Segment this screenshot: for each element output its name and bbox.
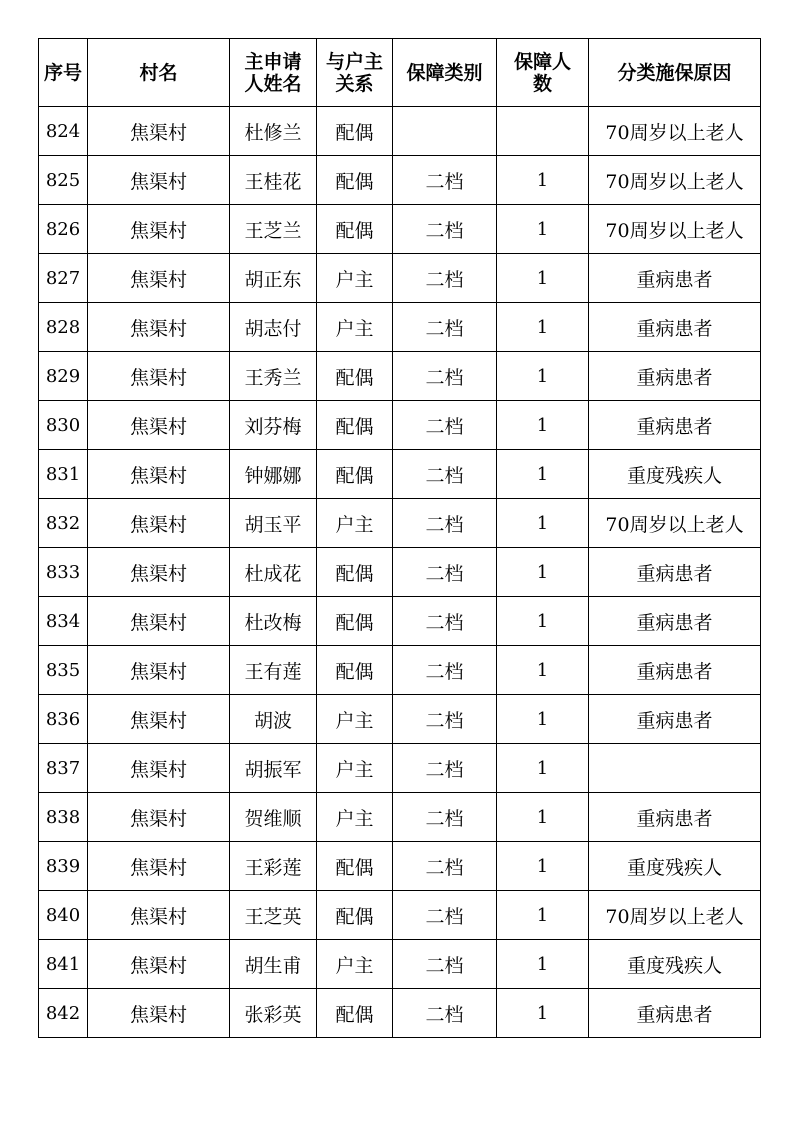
header-village: 村名	[88, 39, 230, 107]
cell-category: 二档	[393, 156, 497, 205]
cell-relation: 配偶	[317, 107, 393, 156]
cell-village: 焦渠村	[88, 695, 230, 744]
cell-applicant-name: 杜改梅	[230, 597, 317, 646]
table-row	[39, 891, 761, 940]
cell-count: 1	[497, 450, 589, 499]
cell-category: 二档	[393, 450, 497, 499]
cell-seq: 828	[39, 303, 88, 352]
cell-category: 二档	[393, 646, 497, 695]
cell-category: 二档	[393, 744, 497, 793]
cell-seq: 830	[39, 401, 88, 450]
table-row	[39, 303, 761, 352]
cell-category: 二档	[393, 891, 497, 940]
cell-village: 焦渠村	[88, 597, 230, 646]
cell-seq: 837	[39, 744, 88, 793]
table-row	[39, 695, 761, 744]
cell-relation: 配偶	[317, 891, 393, 940]
header-category: 保障类别	[393, 39, 497, 107]
cell-village: 焦渠村	[88, 499, 230, 548]
cell-count: 1	[497, 499, 589, 548]
cell-reason: 重病患者	[589, 303, 761, 352]
cell-reason: 重病患者	[589, 989, 761, 1038]
cell-reason: 70周岁以上老人	[589, 156, 761, 205]
cell-seq: 826	[39, 205, 88, 254]
cell-category: 二档	[393, 989, 497, 1038]
cell-reason: 重病患者	[589, 352, 761, 401]
cell-relation: 配偶	[317, 842, 393, 891]
cell-category: 二档	[393, 793, 497, 842]
cell-seq: 838	[39, 793, 88, 842]
cell-village: 焦渠村	[88, 842, 230, 891]
cell-relation: 配偶	[317, 450, 393, 499]
cell-count: 1	[497, 989, 589, 1038]
cell-count: 1	[497, 254, 589, 303]
cell-count: 1	[497, 156, 589, 205]
cell-reason: 重病患者	[589, 401, 761, 450]
cell-village: 焦渠村	[88, 646, 230, 695]
cell-applicant-name: 贺维顺	[230, 793, 317, 842]
cell-applicant-name: 王秀兰	[230, 352, 317, 401]
cell-category: 二档	[393, 401, 497, 450]
cell-reason: 70周岁以上老人	[589, 499, 761, 548]
cell-count: 1	[497, 695, 589, 744]
cell-seq: 831	[39, 450, 88, 499]
cell-seq: 827	[39, 254, 88, 303]
cell-relation: 户主	[317, 695, 393, 744]
cell-seq: 834	[39, 597, 88, 646]
table-row	[39, 548, 761, 597]
table-row	[39, 254, 761, 303]
cell-category: 二档	[393, 352, 497, 401]
cell-reason: 重度残疾人	[589, 842, 761, 891]
cell-seq: 829	[39, 352, 88, 401]
table-row	[39, 940, 761, 989]
cell-seq: 832	[39, 499, 88, 548]
cell-seq: 833	[39, 548, 88, 597]
cell-relation: 户主	[317, 499, 393, 548]
cell-village: 焦渠村	[88, 548, 230, 597]
cell-reason: 重病患者	[589, 597, 761, 646]
cell-village: 焦渠村	[88, 793, 230, 842]
table-row	[39, 793, 761, 842]
table-row	[39, 156, 761, 205]
cell-count: 1	[497, 401, 589, 450]
cell-relation: 户主	[317, 254, 393, 303]
header-applicant: 主申请人姓名	[230, 39, 317, 107]
table-row	[39, 205, 761, 254]
cell-reason: 70周岁以上老人	[589, 205, 761, 254]
cell-village: 焦渠村	[88, 107, 230, 156]
cell-applicant-name: 杜修兰	[230, 107, 317, 156]
cell-relation: 配偶	[317, 646, 393, 695]
cell-count: 1	[497, 205, 589, 254]
assistance-table	[38, 38, 761, 1038]
cell-relation: 户主	[317, 940, 393, 989]
cell-category: 二档	[393, 842, 497, 891]
cell-reason: 70周岁以上老人	[589, 107, 761, 156]
table-row	[39, 597, 761, 646]
cell-village: 焦渠村	[88, 303, 230, 352]
cell-relation: 配偶	[317, 156, 393, 205]
cell-village: 焦渠村	[88, 254, 230, 303]
table-row	[39, 352, 761, 401]
cell-reason: 重度残疾人	[589, 450, 761, 499]
cell-reason: 重病患者	[589, 548, 761, 597]
cell-seq: 824	[39, 107, 88, 156]
cell-count: 1	[497, 940, 589, 989]
header-count: 保障人数	[497, 39, 589, 107]
cell-applicant-name: 胡正东	[230, 254, 317, 303]
cell-reason: 重病患者	[589, 646, 761, 695]
header-relation: 与户主关系	[317, 39, 393, 107]
table-row	[39, 450, 761, 499]
cell-applicant-name: 王彩莲	[230, 842, 317, 891]
cell-category: 二档	[393, 940, 497, 989]
cell-count: 1	[497, 597, 589, 646]
cell-applicant-name: 胡波	[230, 695, 317, 744]
cell-relation: 配偶	[317, 548, 393, 597]
cell-seq: 835	[39, 646, 88, 695]
cell-village: 焦渠村	[88, 940, 230, 989]
cell-relation: 户主	[317, 303, 393, 352]
cell-applicant-name: 张彩英	[230, 989, 317, 1038]
cell-village: 焦渠村	[88, 989, 230, 1038]
cell-reason: 重病患者	[589, 793, 761, 842]
cell-relation: 配偶	[317, 989, 393, 1038]
cell-category: 二档	[393, 695, 497, 744]
cell-seq: 836	[39, 695, 88, 744]
cell-relation: 配偶	[317, 352, 393, 401]
cell-applicant-name: 杜成花	[230, 548, 317, 597]
cell-village: 焦渠村	[88, 401, 230, 450]
cell-village: 焦渠村	[88, 891, 230, 940]
cell-applicant-name: 王芝兰	[230, 205, 317, 254]
cell-applicant-name: 钟娜娜	[230, 450, 317, 499]
cell-category: 二档	[393, 548, 497, 597]
cell-count: 1	[497, 842, 589, 891]
cell-count	[497, 107, 589, 156]
cell-reason: 70周岁以上老人	[589, 891, 761, 940]
table-row	[39, 646, 761, 695]
cell-count: 1	[497, 303, 589, 352]
cell-reason: 重病患者	[589, 695, 761, 744]
cell-village: 焦渠村	[88, 352, 230, 401]
cell-relation: 配偶	[317, 401, 393, 450]
cell-seq: 839	[39, 842, 88, 891]
cell-relation: 配偶	[317, 597, 393, 646]
cell-category: 二档	[393, 597, 497, 646]
cell-village: 焦渠村	[88, 156, 230, 205]
cell-reason: 重病患者	[589, 254, 761, 303]
cell-seq: 825	[39, 156, 88, 205]
cell-count: 1	[497, 793, 589, 842]
cell-seq: 842	[39, 989, 88, 1038]
cell-applicant-name: 王有莲	[230, 646, 317, 695]
header-reason: 分类施保原因	[589, 39, 761, 107]
header-seq: 序号	[39, 39, 88, 107]
cell-applicant-name: 胡振军	[230, 744, 317, 793]
cell-applicant-name: 胡生甫	[230, 940, 317, 989]
header-row	[39, 39, 761, 107]
cell-relation: 户主	[317, 793, 393, 842]
table-row	[39, 842, 761, 891]
cell-count: 1	[497, 548, 589, 597]
cell-category: 二档	[393, 499, 497, 548]
cell-village: 焦渠村	[88, 205, 230, 254]
cell-count: 1	[497, 891, 589, 940]
cell-count: 1	[497, 646, 589, 695]
cell-reason	[589, 744, 761, 793]
cell-village: 焦渠村	[88, 450, 230, 499]
cell-relation: 户主	[317, 744, 393, 793]
table-row	[39, 401, 761, 450]
cell-reason: 重度残疾人	[589, 940, 761, 989]
cell-count: 1	[497, 744, 589, 793]
cell-category: 二档	[393, 205, 497, 254]
cell-count: 1	[497, 352, 589, 401]
cell-applicant-name: 王芝英	[230, 891, 317, 940]
cell-applicant-name: 胡志付	[230, 303, 317, 352]
table-row	[39, 744, 761, 793]
table-row	[39, 499, 761, 548]
cell-applicant-name: 王桂花	[230, 156, 317, 205]
table-row	[39, 107, 761, 156]
cell-category: 二档	[393, 254, 497, 303]
cell-seq: 840	[39, 891, 88, 940]
cell-seq: 841	[39, 940, 88, 989]
cell-village: 焦渠村	[88, 744, 230, 793]
cell-applicant-name: 刘芬梅	[230, 401, 317, 450]
table-row	[39, 989, 761, 1038]
cell-applicant-name: 胡玉平	[230, 499, 317, 548]
cell-category	[393, 107, 497, 156]
table-body	[39, 107, 761, 1038]
cell-category: 二档	[393, 303, 497, 352]
cell-relation: 配偶	[317, 205, 393, 254]
